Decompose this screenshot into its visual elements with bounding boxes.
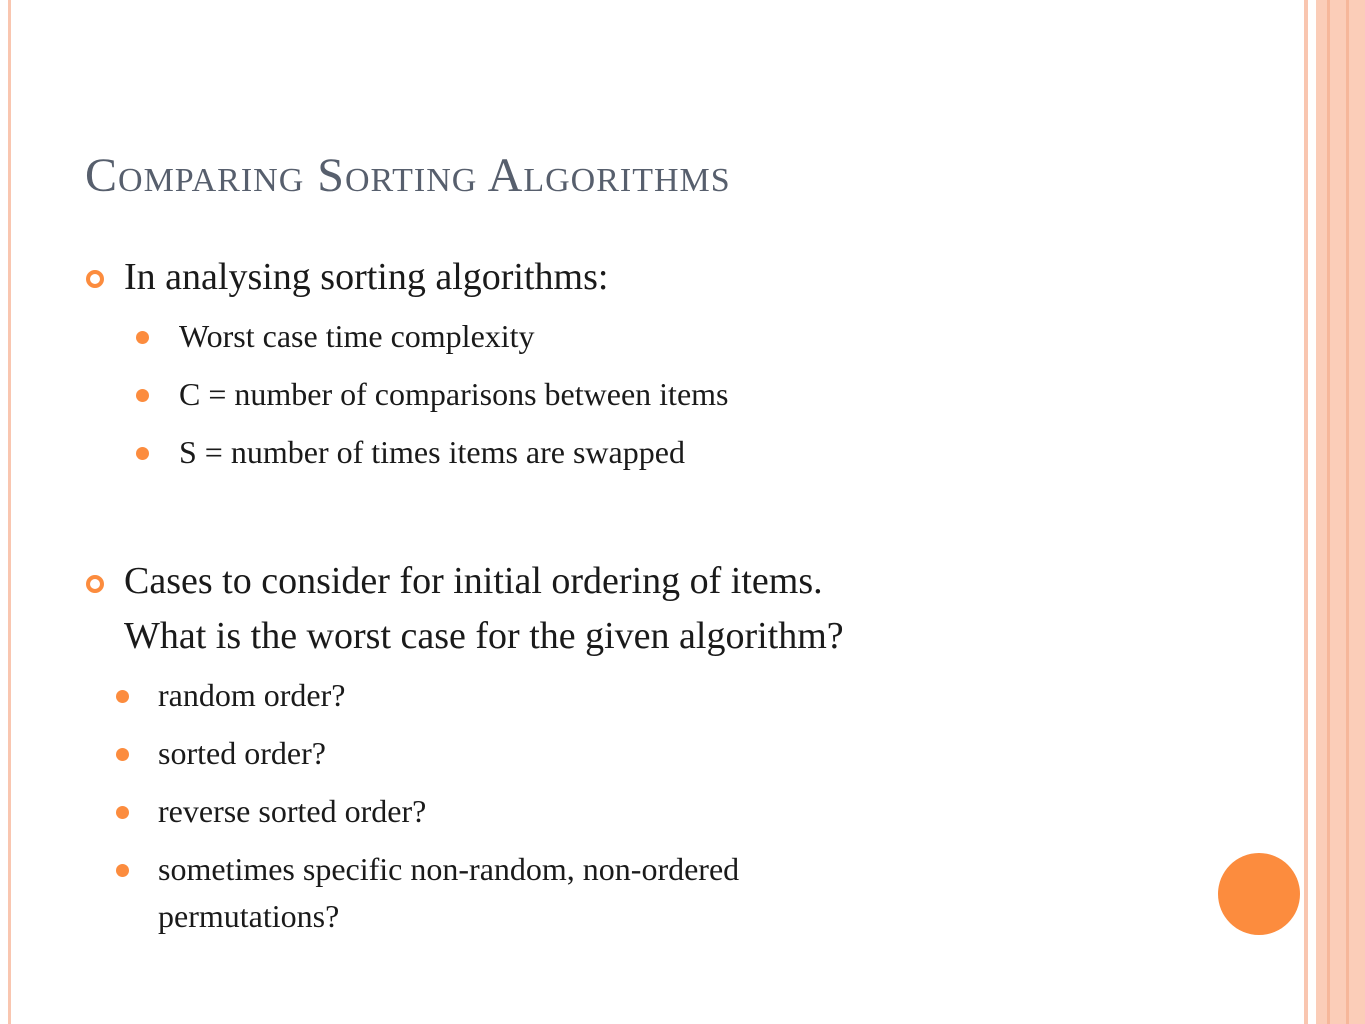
right-frame-band [1316, 0, 1365, 1024]
sub-bullet-text: Worst case time complexity [179, 318, 535, 354]
bullet-ring-icon [86, 575, 104, 593]
bullet-dot-icon [136, 389, 149, 402]
bullet-dot-icon [136, 447, 149, 460]
right-frame-line [1304, 0, 1308, 1024]
bullet-ring-icon [86, 270, 104, 288]
slide-title: Comparing Sorting Algorithms [85, 149, 731, 202]
sub-bullet-text: S = number of times items are swapped [179, 434, 685, 470]
bullet-text-line1: Cases to consider for initial ordering of items. [124, 560, 823, 602]
bullet-text-line2: What is the worst case for the given algorithm? [124, 615, 844, 657]
sub-bullet-text: reverse sorted order? [158, 793, 427, 829]
bullet-dot-icon [116, 690, 129, 703]
sub-bullet-text: sometimes specific non-random, non-ordered [158, 851, 740, 887]
decorative-orange-circle [1218, 853, 1300, 935]
bullet-dot-icon [116, 748, 129, 761]
sub-bullet-text: random order? [158, 677, 346, 713]
bullet-text: In analysing sorting algorithms: [124, 256, 609, 298]
bullet-dot-icon [116, 864, 129, 877]
bullet-dot-icon [136, 331, 149, 344]
sub-bullet-text: sorted order? [158, 735, 326, 771]
bullet-dot-icon [116, 806, 129, 819]
left-frame-line [8, 0, 11, 1024]
right-frame-stripe [1327, 0, 1330, 1024]
sub-bullet-text-continued: permutations? [158, 898, 340, 934]
sub-bullet-text: C = number of comparisons between items [179, 376, 729, 412]
right-frame-stripe [1346, 0, 1349, 1024]
